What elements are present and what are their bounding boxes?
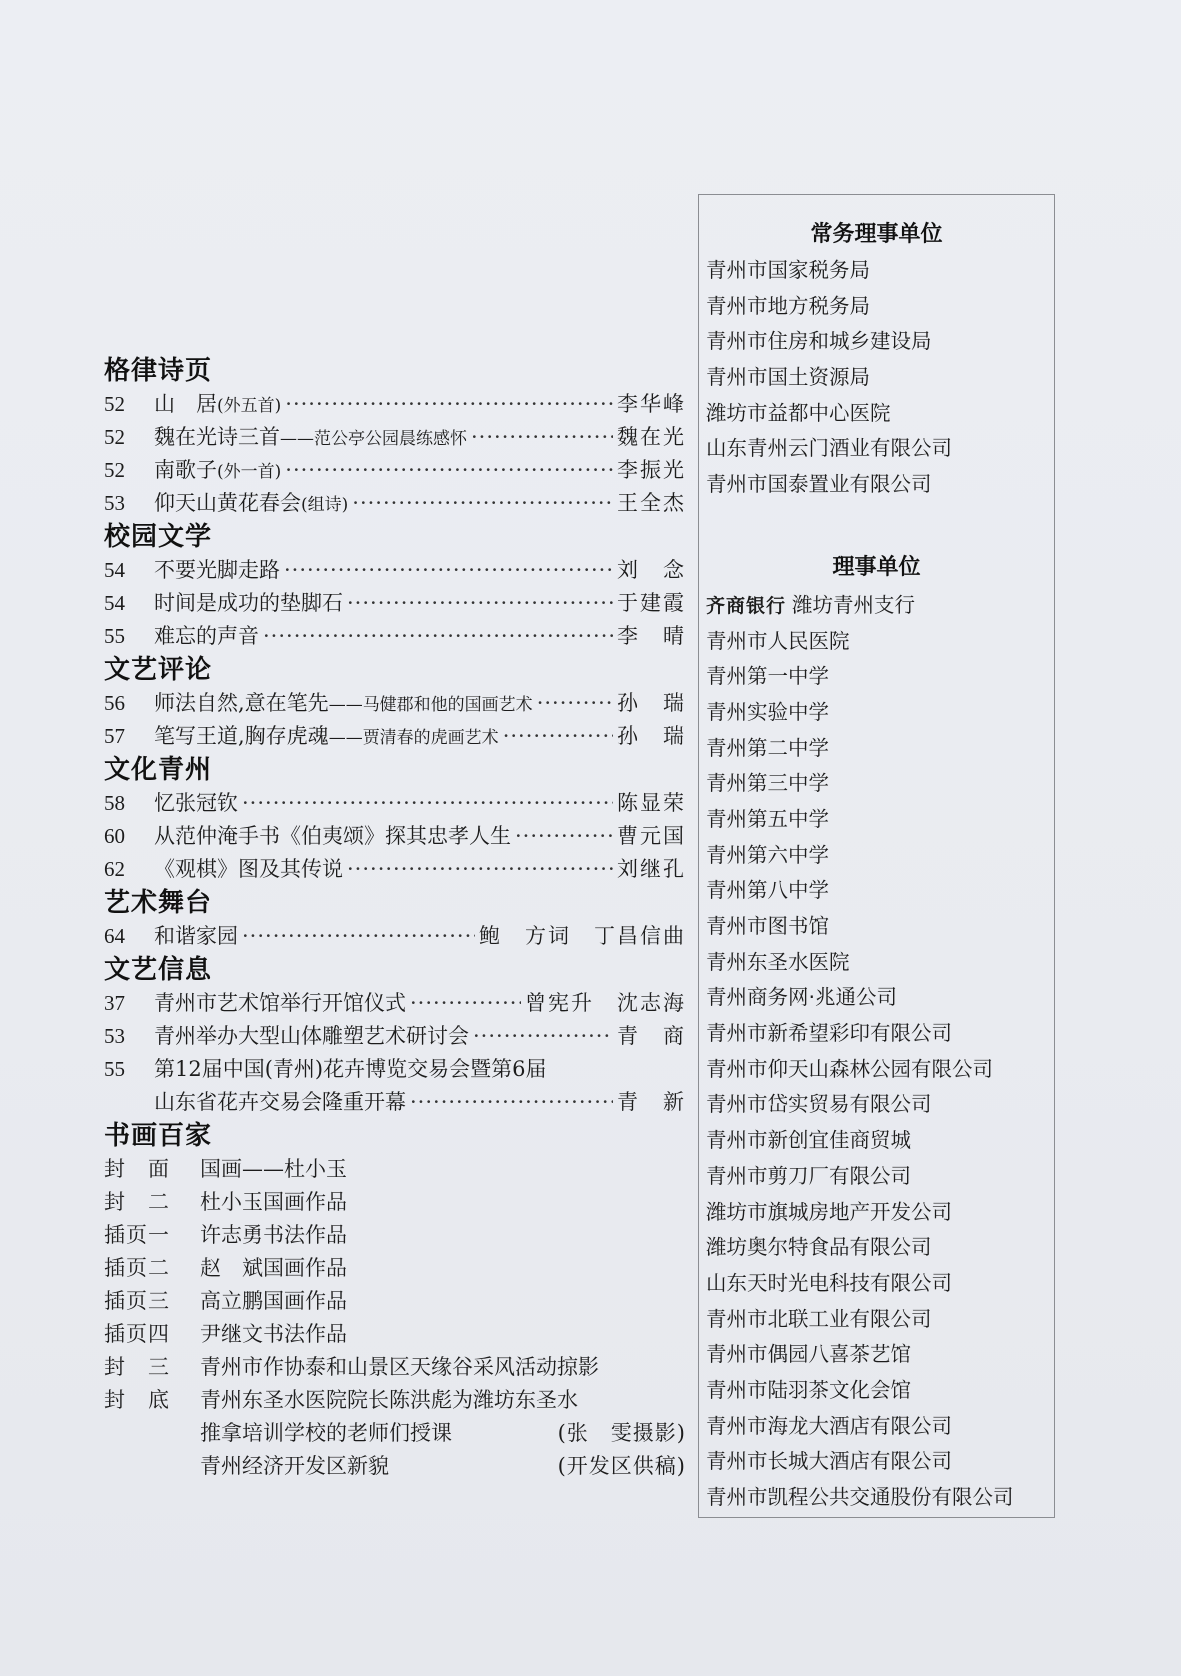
entry-author: 鲍 方词 丁昌信曲 xyxy=(479,924,686,948)
council-member-org: 青州市岱实贸易有限公司 xyxy=(706,1092,932,1117)
photo-credit: (开发区供稿) xyxy=(557,1454,686,1478)
artwork-credit-row xyxy=(104,1285,686,1318)
toc-entry xyxy=(104,620,686,653)
dot-leader xyxy=(242,787,613,820)
section-heading: 校园文学 xyxy=(104,522,213,552)
artwork-location: 封 二 xyxy=(104,1190,170,1214)
council-member-org: 青州市北联工业有限公司 xyxy=(706,1306,932,1331)
sponsor-box xyxy=(698,194,1055,1518)
council-member-org: 青州第五中学 xyxy=(706,806,829,831)
dot-leader xyxy=(515,820,613,853)
section-heading: 艺术舞台 xyxy=(104,888,213,918)
toc-entry xyxy=(104,1053,686,1086)
entry-title: 青州举办大型山体雕塑艺术研讨会 xyxy=(154,1024,469,1048)
council-member-org: 青州市图书馆 xyxy=(706,914,829,938)
toc-entry xyxy=(104,820,686,853)
bank-branch: 潍坊青州支行 xyxy=(792,592,916,617)
entry-title: 南歌子 xyxy=(154,458,217,482)
artwork-description: 许志勇书法作品 xyxy=(200,1223,347,1247)
council-member-org: 青州市偶园八喜茶艺馆 xyxy=(706,1342,911,1367)
dot-leader xyxy=(347,853,613,886)
entry-title: 时间是成功的垫脚石 xyxy=(154,591,343,615)
toc-entry xyxy=(104,987,686,1020)
section-heading: 文艺评论 xyxy=(104,655,213,685)
artwork-location: 插页三 xyxy=(104,1289,170,1313)
artwork-credit-row xyxy=(104,1384,686,1417)
entry-author: 李 晴 xyxy=(617,624,686,648)
dot-leader xyxy=(471,421,613,454)
entry-author: 王全杰 xyxy=(617,491,686,515)
bank-logo: 齐商银行 xyxy=(706,594,787,617)
artwork-description: 青州经济开发区新貌 xyxy=(200,1454,389,1478)
entry-author: 魏在光 xyxy=(617,425,686,449)
artwork-location: 插页二 xyxy=(104,1256,170,1280)
entry-title: 山东省花卉交易会隆重开幕 xyxy=(154,1090,406,1114)
page-number: 58 xyxy=(104,791,125,815)
toc-entry xyxy=(104,554,686,587)
page-number: 64 xyxy=(104,924,125,948)
entry-subtitle: ——贾清春的虎画艺术 xyxy=(328,728,499,748)
artwork-location: 封 面 xyxy=(104,1157,170,1181)
section-heading: 文化青州 xyxy=(104,755,213,785)
council-member-org: 青州市凯程公共交通股份有限公司 xyxy=(706,1485,1014,1509)
section-heading: 书画百家 xyxy=(104,1121,213,1151)
standing-council-org: 青州市国泰置业有限公司 xyxy=(706,472,932,497)
artwork-description: 青州市作协泰和山景区天缘谷采风活动掠影 xyxy=(200,1355,599,1379)
page-number: 55 xyxy=(104,1057,125,1081)
dot-leader xyxy=(285,388,613,421)
entry-author: 曹元国 xyxy=(617,824,686,848)
artwork-description: 推拿培训学校的老师们授课 xyxy=(200,1421,452,1445)
standing-council-org: 山东青州云门酒业有限公司 xyxy=(706,436,952,461)
entry-subtitle: ——范公亭公园晨练感怀 xyxy=(280,429,467,449)
page-number: 55 xyxy=(104,624,125,648)
artwork-description: 杜小玉国画作品 xyxy=(200,1190,347,1214)
council-member-org: 青州市新创宜佳商贸城 xyxy=(706,1128,911,1153)
artwork-credit-row xyxy=(104,1219,686,1252)
dot-leader xyxy=(352,487,613,520)
page-number: 53 xyxy=(104,1024,125,1048)
council-member-org: 青州市人民医院 xyxy=(706,628,850,653)
council-member-org: 青州商务网·兆通公司 xyxy=(706,985,898,1010)
artwork-credit-row xyxy=(104,1252,686,1285)
council-member-org: 青州市仰天山森林公园有限公司 xyxy=(706,1056,993,1081)
artwork-description: 高立鹏国画作品 xyxy=(200,1289,347,1313)
entry-subtitle: ——马健郡和他的国画艺术 xyxy=(328,695,533,715)
council-member-org: 青州第八中学 xyxy=(706,878,829,903)
council-members-heading: 理事单位 xyxy=(832,554,921,580)
toc-entry xyxy=(104,720,686,753)
entry-author: 陈显荣 xyxy=(617,791,686,815)
entry-subtitle: (组诗) xyxy=(301,495,349,515)
standing-council-org: 青州市住房和城乡建设局 xyxy=(706,329,932,354)
council-member-org: 青州第六中学 xyxy=(706,842,829,867)
page-number: 52 xyxy=(104,458,125,482)
council-member-org: 青州第二中学 xyxy=(706,735,829,760)
bank-sponsor xyxy=(699,588,1054,624)
page-number: 60 xyxy=(104,824,125,848)
entry-author: 曾宪升 沈志海 xyxy=(525,991,686,1015)
council-member-org: 青州市陆羽茶文化会馆 xyxy=(706,1377,911,1402)
dot-leader xyxy=(284,554,613,587)
toc-entry xyxy=(104,787,686,820)
entry-author: 刘 念 xyxy=(617,558,686,582)
entry-author: 青 商 xyxy=(617,1024,686,1048)
artwork-location: 封 三 xyxy=(104,1355,170,1379)
entry-title: 青州市艺术馆举行开馆仪式 xyxy=(154,991,406,1015)
entry-author: 青 新 xyxy=(617,1090,686,1114)
standing-council-list xyxy=(699,253,1054,503)
entry-title: 从范仲淹手书《伯夷颂》探其忠孝人生 xyxy=(154,824,511,848)
artwork-description: 尹继文书法作品 xyxy=(200,1322,347,1346)
toc-entry xyxy=(104,388,686,421)
toc-entry xyxy=(104,487,686,520)
council-member-org: 青州市海龙大酒店有限公司 xyxy=(706,1413,952,1438)
council-member-org: 山东天时光电科技有限公司 xyxy=(706,1270,952,1295)
council-member-org: 青州实验中学 xyxy=(706,699,829,724)
artwork-description: 国画——杜小玉 xyxy=(200,1157,347,1181)
entry-title: 《观棋》图及其传说 xyxy=(154,857,343,881)
council-member-org: 潍坊市旗城房地产开发公司 xyxy=(706,1199,952,1224)
artwork-description: 青州东圣水医院院长陈洪彪为潍坊东圣水 xyxy=(200,1388,578,1412)
section-heading: 文艺信息 xyxy=(104,955,213,985)
standing-council-org: 潍坊市益都中心医院 xyxy=(706,400,891,425)
entry-title: 不要光脚走路 xyxy=(154,558,280,582)
entry-author: 孙 瑞 xyxy=(617,724,686,748)
page-number: 53 xyxy=(104,491,125,515)
entry-author: 孙 瑞 xyxy=(617,691,686,715)
council-member-org: 青州市新希望彩印有限公司 xyxy=(706,1021,952,1046)
toc-entry xyxy=(104,421,686,454)
artwork-credit-row xyxy=(104,1318,686,1351)
standing-council-org: 青州市国土资源局 xyxy=(706,365,870,390)
standing-council-heading: 常务理事单位 xyxy=(810,222,943,247)
page-number: 54 xyxy=(104,591,125,615)
toc-entry xyxy=(104,454,686,487)
entry-title: 第12届中国(青州)花卉博览交易会暨第6届 xyxy=(154,1057,547,1081)
entry-title: 师法自然,意在笔先 xyxy=(154,691,329,715)
page-number: 62 xyxy=(104,857,125,881)
council-members-list xyxy=(699,624,1054,1516)
toc-entry xyxy=(104,853,686,886)
artwork-credit-row xyxy=(104,1417,686,1450)
page-number: 52 xyxy=(104,392,125,416)
section-heading: 格律诗页 xyxy=(104,356,213,386)
artwork-location: 插页一 xyxy=(104,1223,170,1247)
page-number: 57 xyxy=(104,724,125,748)
artwork-credit-row xyxy=(104,1351,686,1384)
dot-leader xyxy=(410,1086,613,1119)
council-member-org: 青州东圣水医院 xyxy=(706,949,850,974)
toc-entry xyxy=(104,1020,686,1053)
dot-leader xyxy=(537,687,613,720)
entry-subtitle: (外五首) xyxy=(217,396,282,416)
artwork-description: 赵 斌国画作品 xyxy=(200,1256,347,1280)
entry-author: 李振光 xyxy=(617,458,686,482)
council-member-org: 青州市长城大酒店有限公司 xyxy=(706,1449,952,1474)
entry-author: 刘继孔 xyxy=(617,857,686,881)
entry-author: 于建霞 xyxy=(617,591,686,615)
artwork-credit-row xyxy=(104,1153,686,1186)
table-of-contents xyxy=(104,354,686,1483)
dot-leader xyxy=(410,987,521,1020)
entry-subtitle: (外一首) xyxy=(217,462,282,482)
council-member-org: 青州第一中学 xyxy=(706,664,829,689)
page-number: 52 xyxy=(104,425,125,449)
toc-entry xyxy=(104,1086,686,1119)
entry-title: 难忘的声音 xyxy=(154,624,259,648)
dot-leader xyxy=(242,920,475,953)
entry-title: 和谐家园 xyxy=(154,924,238,948)
dot-leader xyxy=(285,454,613,487)
entry-title: 笔写王道,胸存虎魂 xyxy=(154,724,329,748)
dot-leader xyxy=(263,620,613,653)
toc-entry xyxy=(104,587,686,620)
artwork-credit-row xyxy=(104,1450,686,1483)
toc-entry xyxy=(104,920,686,953)
toc-entry xyxy=(104,687,686,720)
entry-author: 李华峰 xyxy=(617,392,686,416)
dot-leader xyxy=(503,720,613,753)
artwork-credit-row xyxy=(104,1186,686,1219)
artwork-location: 插页四 xyxy=(104,1322,170,1346)
entry-title: 山 居 xyxy=(154,392,217,416)
entry-title: 仰天山黄花春会 xyxy=(154,491,301,515)
council-member-org: 青州市剪刀厂有限公司 xyxy=(706,1163,911,1188)
entry-title: 忆张冠钦 xyxy=(154,791,238,815)
dot-leader xyxy=(473,1020,613,1053)
page-number: 56 xyxy=(104,691,125,715)
artwork-location: 封 底 xyxy=(104,1388,170,1412)
council-member-org: 青州第三中学 xyxy=(706,771,829,796)
page-number: 54 xyxy=(104,558,125,582)
dot-leader xyxy=(347,587,613,620)
council-member-org: 潍坊奥尔特食品有限公司 xyxy=(706,1235,932,1260)
page-number: 37 xyxy=(104,991,125,1015)
entry-title: 魏在光诗三首 xyxy=(154,425,280,449)
standing-council-org: 青州市地方税务局 xyxy=(706,293,870,318)
photo-credit: (张 雯摄影) xyxy=(557,1421,686,1445)
standing-council-org: 青州市国家税务局 xyxy=(706,258,870,282)
